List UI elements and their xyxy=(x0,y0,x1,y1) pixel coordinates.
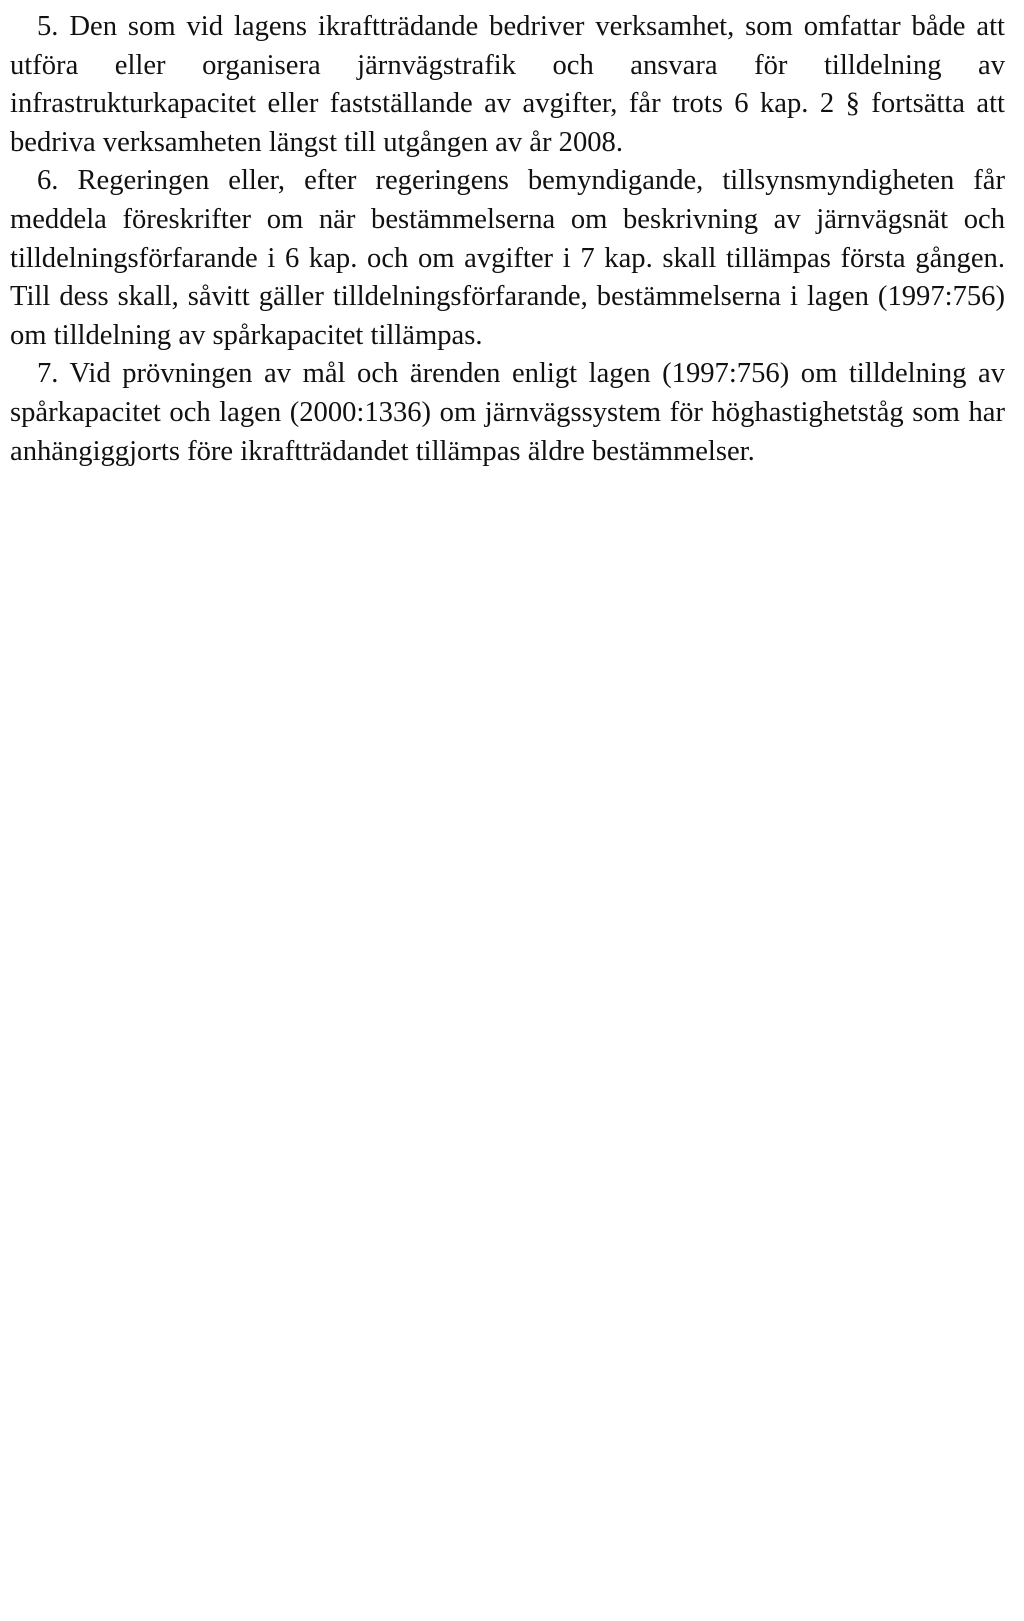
paragraph-transitional-provision-5: 5. Den som vid lagens ikraftträdande bedriver verksamhet, som omfattar både att utföra eller organisera järnvägstrafik och ansvara för tilldelning av infrastrukturkapacitet eller fastställande av avgifter, får trots 6 kap. 2 § fortsätta att bedriva verksamheten längst till utgången av år 2008. xyxy=(10,11,1005,158)
paragraph-transitional-provision-7: 7. Vid prövningen av mål och ärenden enligt lagen (1997:756) om tilldelning av spårkapacitet och lagen (2000:1336) om järnvägssystem för höghastighetståg som har anhängiggjorts före ikraftträdandet tillämpas äldre bestämmelser. xyxy=(10,358,1005,467)
paragraph-transitional-provision-6: 6. Regeringen eller, efter regeringens bemyndigande, tillsynsmyndigheten får meddela föreskrifter om när bestämmelserna om beskrivning av järnvägsnät och tilldelningsförfarande i 6 kap. och om avgifter i 7 kap. skall tillämpas första gången. Till dess skall, såvitt gäller tilldelningsförfarande, bestämmelserna i lagen (1997:756) om tilldelning av spårkapacitet tillämpas. xyxy=(10,165,1005,351)
